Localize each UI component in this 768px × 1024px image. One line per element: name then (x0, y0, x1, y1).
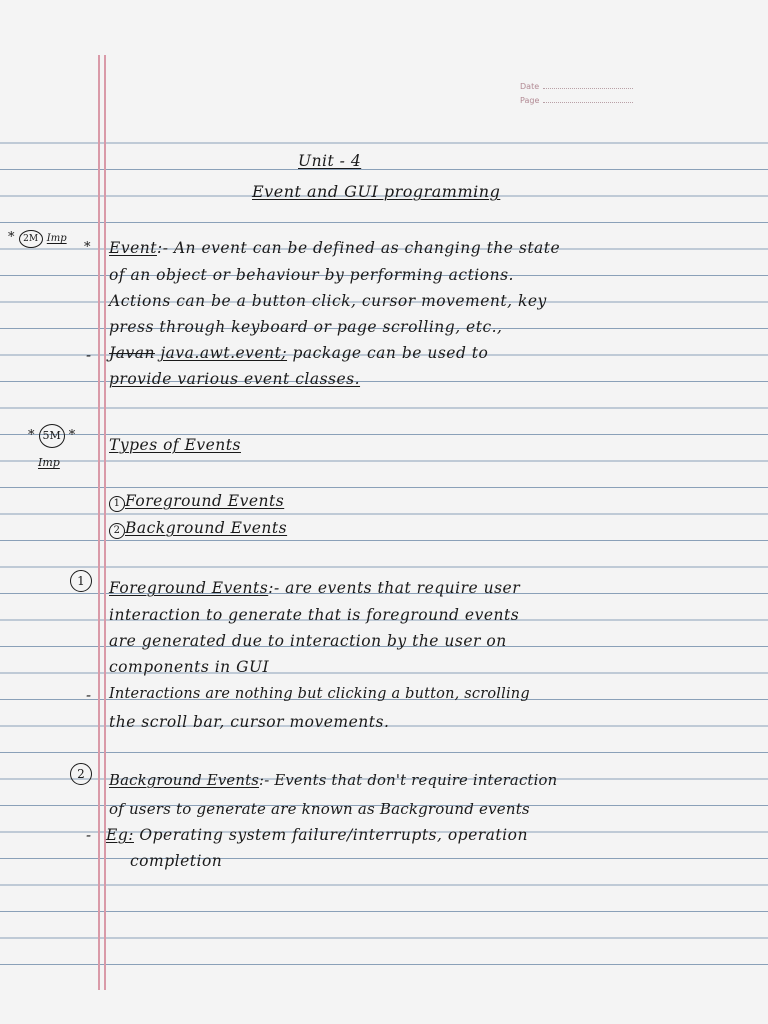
page-label: Page (520, 96, 540, 105)
types-heading: Types of Events (109, 436, 241, 454)
event-definition-line-1: Event:- An event can be defined as changing the state (109, 239, 561, 257)
types-item-2: 2 Background Events (109, 519, 287, 539)
unit-heading: Unit - 4 (298, 152, 362, 170)
example-label: Eg: (106, 826, 134, 844)
background-term: Background Events (109, 772, 260, 789)
marks-badge: 5M (39, 424, 65, 448)
date-label: Date (520, 82, 540, 91)
dash-bullet: - (86, 826, 92, 844)
marks-badge: 2M (19, 230, 43, 248)
dash-bullet: - (86, 346, 92, 364)
date-field (520, 82, 633, 91)
background-line-2: of users to generate are known as Background events (109, 800, 530, 818)
foreground-note-line-2: the scroll bar, cursor movements. (109, 713, 390, 731)
section-number: 2 (70, 763, 92, 785)
bullet-star: * (84, 240, 91, 255)
package-name: java.awt.event; (160, 344, 288, 362)
margin-line (98, 55, 100, 990)
page-header-area (0, 0, 768, 117)
background-line-1: Background Events:- Events that don't require interaction (109, 772, 558, 789)
dash-bullet: - (86, 686, 92, 704)
struck-word: Javan (109, 344, 155, 362)
package-line-1: Javan java.awt.event; package can be used to (109, 344, 489, 362)
example-line-2: completion (130, 852, 223, 870)
importance-marker: * 2M Imp (8, 230, 67, 248)
example-line-1: Eg: Operating system failure/interrupts, operation (106, 826, 528, 844)
page-footer-area (0, 965, 768, 1024)
section-number: 1 (70, 570, 92, 592)
topic-heading: Event and GUI programming (252, 182, 501, 201)
page-field (520, 96, 633, 105)
package-line-2: provide various event classes. (109, 370, 361, 388)
foreground-line-1: Foreground Events:- are events that require user (109, 579, 521, 597)
foreground-line-2: interaction to generate that is foreground events (109, 606, 520, 624)
margin-line (104, 55, 106, 990)
imp-label: Imp (38, 456, 60, 469)
foreground-note-line-1: Interactions are nothing but clicking a button, scrolling (109, 686, 530, 702)
foreground-line-3: are generated due to interaction by the user on (109, 632, 507, 650)
event-definition-line-2: of an object or behaviour by performing actions. (109, 266, 514, 284)
importance-marker: * 5M * (28, 424, 75, 448)
foreground-line-4: components in GUI (109, 658, 270, 676)
event-definition-line-4: press through keyboard or page scrolling, etc., (109, 318, 503, 336)
event-term: Event (109, 239, 157, 257)
imp-label: Imp (46, 233, 67, 244)
event-definition-line-3: Actions can be a button click, cursor movement, key (109, 292, 547, 310)
foreground-term: Foreground Events (109, 579, 269, 597)
types-item-1: 1 Foreground Events (109, 492, 284, 512)
